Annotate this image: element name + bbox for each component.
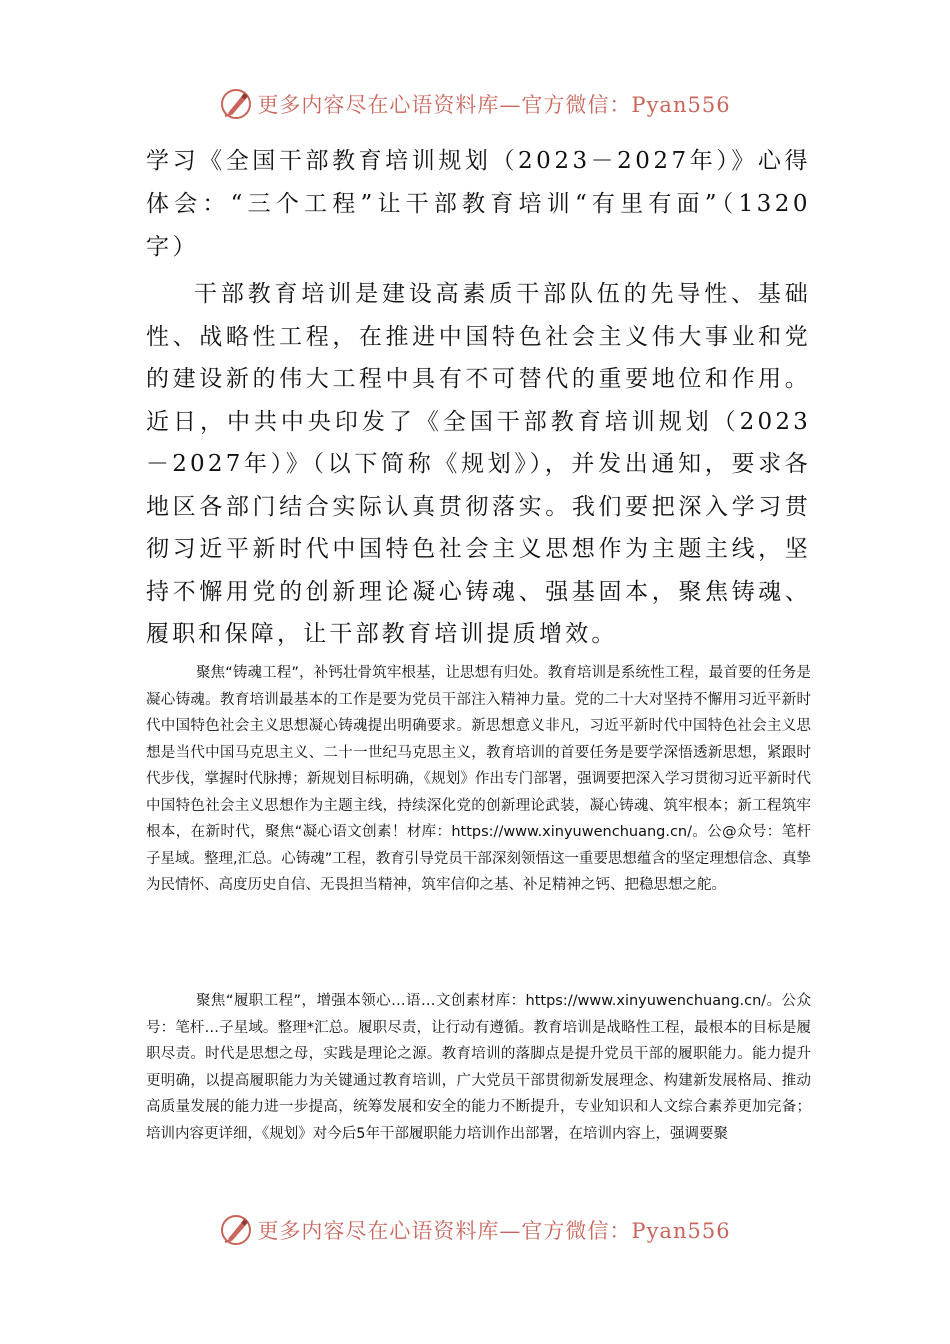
pen-nib-logo-icon bbox=[219, 87, 253, 121]
header-watermark bbox=[0, 82, 950, 126]
document-title: 学习《全国干部教育培训规划（2023－2027年）》心得体会：“三个工程”让干部教育培训“有里有面”（1320字） bbox=[146, 148, 811, 260]
section-paragraph-soul-casting: 聚焦“铸魂工程”，补钙壮骨筑牢根基，让思想有归处。教育培训是系统性工程，最首要的任务是凝心铸魂。教育培训最基本的工作是要为党员干部注入精神力量。党的二十大对坚持不懈用习近平新时代中国特色社会主义思想凝心铸魂提出明确要求。新思想意义非凡，习近平新时代中国特色社会主义思想是当代中国马克思主义、二十一世纪马克思主义，教育培训的首要任务是要学深悟透新思想，紧跟时代步伐，掌握时代脉搏；新规划目标明确，《规划》作出专门部署，强调要把深入学习贯彻习近平新时代中国特色社会主义思想作为主题主线，持续深化党的创新理论武装，凝心铸魂、筑牢根本；新工程筑牢根本，在新时代，聚焦“凝心语文创素！材库：https://www.xinyuwenchuang.cn/。公@众号：笔杆子星域。整理,汇总。心铸魂”工程，教育引导党员干部深刻领悟这一重要思想蕴含的坚定理想信念、真挚为民情怀、高度历史自信、无畏担当精神，筑牢信仰之基、补足精神之钙、把稳思想之舵。 bbox=[146, 665, 811, 893]
footer-watermark bbox=[0, 1208, 950, 1252]
pen-nib-logo-icon bbox=[219, 1213, 253, 1247]
watermark-text: 更多内容尽在心语资料库—官方微信：Pyan556 bbox=[257, 1219, 731, 1243]
watermark-text: 更多内容尽在心语资料库—官方微信：Pyan556 bbox=[257, 93, 731, 117]
intro-paragraph: 干部教育培训是建设高素质干部队伍的先导性、基础性、战略性工程，在推进中国特色社会主义伟大事业和党的建设新的伟大工程中具有不可替代的重要地位和作用。近日，中共中央印发了《全国干部教育培训规划（2023－2027年）》（以下简称《规划》），并发出通知，要求各地区各部门结合实际认真贯彻落实。我们要把深入学习贯彻习近平新时代中国特色社会主义思想作为主题主线，坚持不懈用党的创新理论凝心铸魂、强基固本，聚焦铸魂、履职和保障，让干部教育培训提质增效。 bbox=[146, 281, 811, 647]
section-paragraph-duty-performing: 聚焦“履职工程”，增强本领心…语…文创素材库：https://www.xinyuwenchuang.cn/。公众号：笔杆…子星域。整理*汇总。履职尽责，让行动有遵循。教育培训是战略性工程，最根本的目标是履职尽责。时代是思想之母，实践是理论之源。教育培训的落脚点是提升党员干部的履职能力。能力提升更明确，以提高履职能力为关键通过教育培训，广大党员干部贯彻新发展理念、构建新发展格局、推动高质量发展的能力进一步提高，统筹发展和安全的能力不断提升，专业知识和人文综合素养更加完备；培训内容更详细，《规划》对今后5年干部履职能力培训作出部署，在培训内容上，强调要聚 bbox=[146, 993, 811, 1142]
